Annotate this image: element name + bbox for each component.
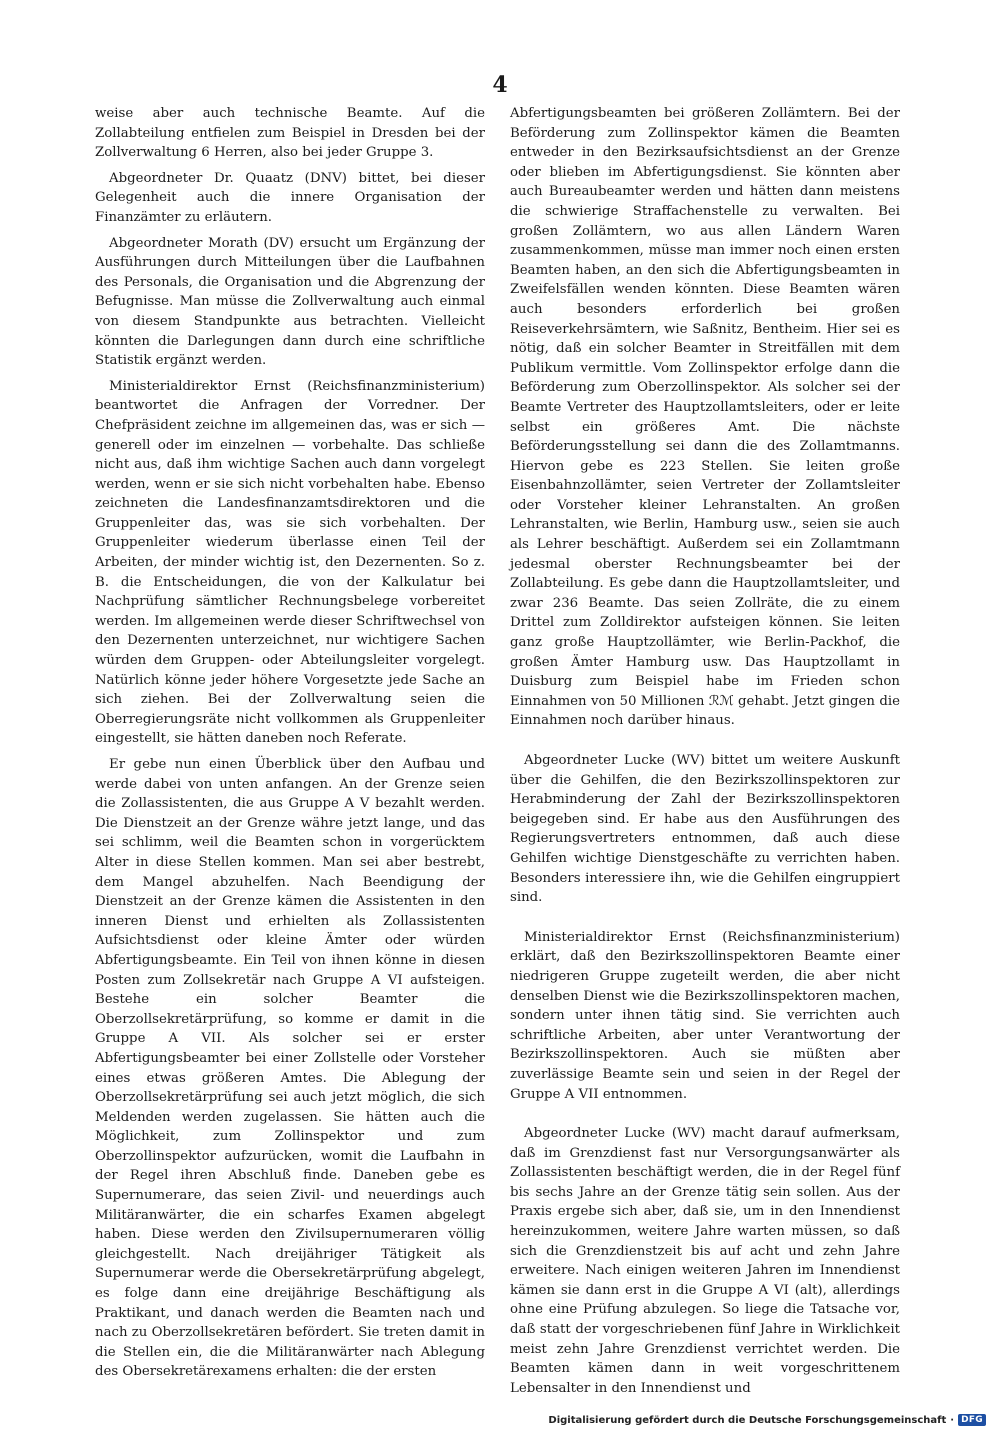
footer [548,1414,986,1426]
paragraph: Abgeordneter Lucke (WV) macht darauf aufmerksam, daß im Grenzdienst fast nur Versorgungsanwärter als Zollassistenten beschäftigt werden, die in der Regel fünf bis sechs Jahre an der Grenze tätig sein sollen. Aus der Praxis ergebe sich aber, daß sie, um in den Innendienst hereinzukommen, weitere Jahre warten müssen, so daß sich die Grenzdienstzeit bis auf acht und zehn Jahre erweitere. Nach einigen weiteren Jahren im Innendienst kämen sie dann erst in die Gruppe A VI (alt), allerdings ohne eine Prüfung abzulegen. So liege die Tatsache vor, daß statt der vorgeschriebenen fünf Jahre in Wirklichkeit meist zehn Jahre Grenzdienst verrichtet werden. Die Beamten kämen dann in weit vorgeschrittenem Lebensalter in den Innendienst und [510,1126,900,1396]
paragraph: Er gebe nun einen Überblick über den Aufbau und werde dabei von unten anfangen. An der Grenze seien die Zollassistenten, die aus Gruppe A V bezahlt werden. Die Dienstzeit an der Grenze währe jetzt lange, und das sei schlimm, weil die Beamten schon in vorgerücktem Alter in diese Stellen kommen. Man sei aber bestrebt, dem Mangel abzuhelfen. Nach Beendigung der Dienstzeit an der Grenze kämen die Assistenten in den inneren Dienst und erhielten als Zollassistenten Aufsichtsdienst oder kleine Ämter oder würden Abfertigungsbeamte. Ein Teil von ihnen könne in diesen Posten zum Zollsekretär nach Gruppe A VI aufsteigen. Bestehe ein solcher Beamter die Oberzollsekretärprüfung, so komme er damit in die Gruppe A VII. Als solcher sei er erster Abfertigungsbeamter bei einer Zollstelle oder Vorsteher eines etwas größeren Amtes. Die Ablegung der Oberzollsekretärprüfung sei auch jetzt möglich, die sich Meldenden werden zugelassen. Sie hätten auch die Möglichkeit, zum Zollinspektor und zum Oberzollinspektor aufzurücken, womit die Laufbahn in der Regel ihren Abschluß finde. Daneben gebe es Supernumerare, das seien Zivil- und neuerdings auch Militäranwärter, die ein scharfes Examen abgelegt haben. Diese werden den Zivilsupernumeraren völlig gleichgestellt. Nach dreijähriger Tätigkeit als Supernumerar werde die Obersekretärprüfung abgelegt, es folge dann eine dreijährige Beschäftigung als Praktikant, und danach werden die Beamten nach und nach zu Oberzollsekretären befördert. Sie treten damit in die Stellen ein, die die Militäranwärter nach Ablegung des Obersekretärexamens erhalten: die der ersten [95,757,485,1380]
paragraph: Abgeordneter Dr. Quaatz (DNV) bittet, bei dieser Gelegenheit auch die innere Organisation der Finanzämter zu erläutern. [95,170,485,225]
paragraph: weise aber auch technische Beamte. Auf die Zollabteilung entfielen zum Beispiel in Dresden bei der Zollverwaltung 6 Herren, also bei jeder Gruppe 3. [95,106,485,161]
page-number: 4 [492,72,508,98]
paragraph: Ministerialdirektor Ernst (Reichsfinanzministerium) beantwortet die Anfragen der Vorredner. Der Chefpräsident zeichne im allgemeinen das, was er sich — generell oder im einzelnen — vorbehalte. Das schließe nicht aus, daß ihm wichtige Sachen auch dann vorgelegt werden, wenn er sie sich nicht vorbehalten habe. Ebenso zeichneten die Landesfinanzamtsdirektoren und die Gruppenleiter das, was sie sich vorbehalten. Der Gruppenleiter wiederum überlasse einen Teil der Arbeiten, der minder wichtig ist, den Dezernenten. So z. B. die Entscheidungen, die von der Kalkulatur bei Nachprüfung sämtlicher Rechnungsbelege vorbereitet werden. Im allgemeinen werde dieser Schriftwechsel von den Dezernenten unterzeichnet, nur wichtigere Sachen würden dem Gruppen- oder Abteilungsleiter vorgelegt. Natürlich könne jeder höhere Vorgesetzte jede Sache an sich ziehen. Bei der Zollverwaltung seien die Oberregierungsräte nicht vollkommen als Gruppenleiter eingestellt, sie hätten daneben noch Referate. [95,378,485,747]
paragraph: Abgeordneter Lucke (WV) bittet um weitere Auskunft über die Gehilfen, die den Bezirkszollinspektoren zur Herabminderung der Zahl der Bezirkszollinspektoren beigegeben sind. Er habe aus den Ausführungen des Regierungsvertreters entnommen, daß auch diese Gehilfen wichtige Dienstgeschäfte zu verrichten haben. Besonders interessiere ihn, wie die Gehilfen eingruppiert sind. [510,753,900,906]
right-column [510,104,900,1404]
footer-separator: · [950,1414,955,1426]
dfg-logo: DFG [958,1414,986,1426]
left-column [95,104,485,1388]
paragraph: Abfertigungsbeamten bei größeren Zollämtern. Bei der Beförderung zum Zollinspektor kämen die Beamten entweder in den Bezirksaufsichtsdienst an der Grenze oder blieben im Abfertigungsdienst. Sie könnten aber auch Bureaubeamter werden und hätten dann meistens die schwierige Straffachenstelle zu verwalten. Bei großen Zollämtern, wo aus allen Ländern Waren zusammenkommen, müsse man immer noch einen ersten Beamten haben, an den sich die Abfertigungsbeamten in Zweifelsfällen wenden könnten. Diese Beamten wären auch besonders erforderlich bei großen Reiseverkehrsämtern, wie Saßnitz, Bentheim. Hier sei es nötig, daß ein solcher Beamter in Streitfällen mit dem Publikum vermittle. Vom Zollinspektor erfolge dann die Beförderung zum Oberzollinspektor. Als solcher sei der Beamte Vertreter des Hauptzollamtsleiters, oder er leite selbst ein größeres Amt. Die nächste Beförderungsstellung sei dann die des Zollamtmanns. Hiervon gebe es 223 Stellen. Sie leiten große Eisenbahnzollämter, seien Vertreter der Zollamtsleiter oder Vorsteher kleiner Lehranstalten. An großen Lehranstalten, wie Berlin, Hamburg usw., seien sie auch als Lehrer beschäftigt. Außerdem sei ein Zollamtmann jedesmal oberster Rechnungsbeamter bei der Zollabteilung. Es gebe dann die Hauptzollamtsleiter, und zwar 236 Beamte. Das seien Zollräte, die zu einem Drittel zum Zolldirektor aufsteigen können. Sie leiten ganz große Hauptzollämter, wie Berlin-Packhof, die großen Ämter Hamburg usw. Das Hauptzollamt in Duisburg zum Beispiel habe im Frieden schon Einnahmen von 50 Millionen ℛℳ gehabt. Jetzt gingen die Einnahmen noch darüber hinaus. [510,106,900,729]
footer-credit: Digitalisierung gefördert durch die Deutsche Forschungsgemeinschaft [548,1414,947,1426]
paragraph: Ministerialdirektor Ernst (Reichsfinanzministerium) erklärt, daß den Bezirkszollinspektoren Beamte einer niedrigeren Gruppe zugeteilt werden, die aber nicht denselben Dienst wie die Bezirkszollinspektoren machen, sondern unter ihnen tätig sind. Sie verrichten auch schriftliche Arbeiten, aber unter Verantwortung der Bezirkszollinspektoren. Auch sie müßten aber zuverlässige Beamte sein und seien in der Regel der Gruppe A VII entnommen. [510,929,900,1102]
paragraph: Abgeordneter Morath (DV) ersucht um Ergänzung der Ausführungen durch Mitteilungen über die Laufbahnen des Personals, die Organisation und die Abgrenzung der Befugnisse. Man müsse die Zollverwaltung auch einmal von diesem Standpunkte aus betrachten. Vielleicht könnten die Darlegungen dann durch eine schriftliche Statistik ergänzt werden. [95,235,485,369]
